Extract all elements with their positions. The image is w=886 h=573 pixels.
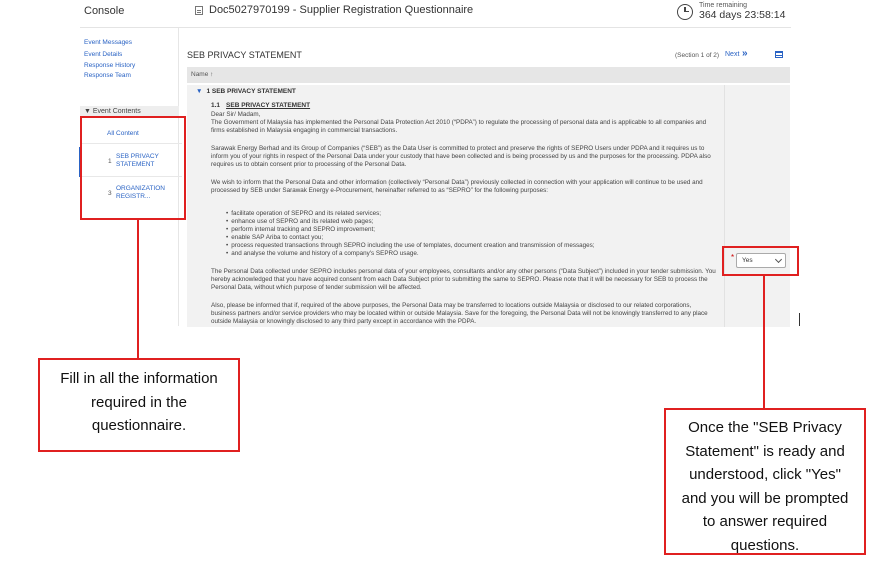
left-instruction-callout: Fill in all the information required in the questionnaire. — [38, 358, 240, 452]
nav-item-number: 1 — [108, 158, 112, 165]
header-divider — [80, 27, 791, 28]
console-title: Console — [84, 5, 125, 17]
nav-item-number: 3 — [108, 190, 112, 197]
left-connector-line — [137, 220, 139, 359]
question-title: SEB PRIVACY STATEMENT — [226, 102, 311, 109]
purposes-list — [226, 210, 595, 258]
name-column-header[interactable]: Name ↑ — [187, 67, 790, 83]
document-title — [195, 4, 473, 16]
paragraph-pdpa: The Government of Malaysia has implemented the Personal Data Protection Act 2010 (“PDPA”) to regulate the processing of personal data and is applicable to all companies and firms established in Malaysia engaging in commercial transactions. — [211, 119, 707, 134]
list-item: • perform internal tracking and SEPRO improvement; — [226, 226, 595, 234]
document-icon — [195, 6, 203, 15]
list-item: • facilitate operation of SEPRO and its related services; — [226, 210, 595, 218]
event-contents-label: Event Contents — [92, 108, 141, 115]
double-chevron-right-icon[interactable]: » — [742, 48, 748, 59]
collapse-triangle-icon: ▼ — [84, 108, 93, 115]
time-remaining-label: Time remaining — [699, 2, 747, 9]
question-number: 1.1 — [211, 102, 221, 109]
all-content-label: All Content — [107, 130, 139, 137]
event-messages-link[interactable]: Event Messages — [84, 39, 133, 46]
event-details-link[interactable]: Event Details — [84, 51, 123, 58]
question-heading — [211, 102, 310, 109]
paragraph-data-subject: The Personal Data collected under SEPRO includes personal data of your employees, consultants and/or any other persons (“Data Subject”) included in your tender submission. You hereby acknowledged that you have acquired consent from each Data Subject prior to submitting the same to SEPRO. Please note that it will be necessary for SEB to process the Personal Data, without which purpose of tender submission will be affected. — [211, 268, 716, 291]
right-connector-line — [763, 276, 765, 409]
nav-highlight-box — [80, 116, 186, 220]
greeting-text: Dear Sir/ Madam, — [211, 111, 261, 118]
section-row-label: 1 SEB PRIVACY STATEMENT — [206, 88, 296, 95]
text-cursor — [799, 313, 800, 326]
list-item: • process requested transactions through SEPRO including the use of templates, document creation and transmission of messages; — [226, 242, 595, 250]
nav-item-label: ORGANIZATION REGISTR... — [116, 185, 165, 200]
time-remaining-value: 364 days 23:58:14 — [699, 9, 786, 21]
clock-icon — [677, 4, 693, 20]
expand-triangle-icon[interactable]: ▼ — [196, 88, 203, 95]
required-indicator: * — [731, 253, 735, 262]
list-item: • enable SAP Ariba to contact you; — [226, 234, 595, 242]
document-title-text: Doc5027970199 - Supplier Registration Questionnaire — [209, 4, 474, 16]
list-item: • enhance use of SEPRO and its related web pages; — [226, 218, 595, 226]
column-divider — [724, 85, 725, 327]
paragraph-purposes: We wish to inform that the Personal Data and other information (collectively “Personal Data”) previously collected in connection with your application will continue to be used and processed by SEB under Sarawak Energy e-Procurement, hereinafter referred to as “SEPRO” for the following purposes: — [211, 179, 703, 194]
response-team-link[interactable]: Response Team — [84, 72, 131, 79]
section-title: SEB PRIVACY STATEMENT — [187, 50, 302, 60]
paragraph-transfer: Also, please be informed that if, required of the above purposes, the Personal Data may be transferred to locations outside Malaysia or disclosed to our related corporations, business partners and/or service providers who may be located within or outside Malaysia. Save for the foregoing, the Personal Data will not be knowingly transferred to any place outside Malaysia or knowingly disclosed to any third party except in accordance with the PDPA. — [211, 302, 708, 325]
answer-selected-value: Yes — [742, 257, 753, 264]
right-instruction-callout: Once the "SEB Privacy Statement" is ready and understood, click "Yes" and you will be prompted to answer required questions. — [664, 408, 866, 555]
paragraph-seb-commitment: Sarawak Energy Berhad and its Group of Companies (“SEB”) as the Data User is committed to protect and preserve the rights of SEPRO Users under PDPA and it requires us to inform you of your rights in respect of the Personal Data under your custody that have been collected and is being processed by us and the purposes for the processing. PDPA also requires us to obtain consent prior to processing of the Personal Data. — [211, 145, 711, 168]
next-section-link[interactable]: Next — [725, 51, 740, 58]
nav-item-label: SEB PRIVACY STATEMENT — [116, 153, 159, 168]
time-remaining — [677, 2, 785, 21]
section-row[interactable] — [196, 88, 296, 95]
section-count: (Section 1 of 2) — [675, 52, 720, 59]
answer-highlight-box — [722, 246, 799, 276]
table-view-icon[interactable] — [775, 51, 783, 58]
list-item: • and analyse the volume and history of a company's SEPRO usage. — [226, 250, 595, 258]
response-history-link[interactable]: Response History — [84, 62, 136, 69]
